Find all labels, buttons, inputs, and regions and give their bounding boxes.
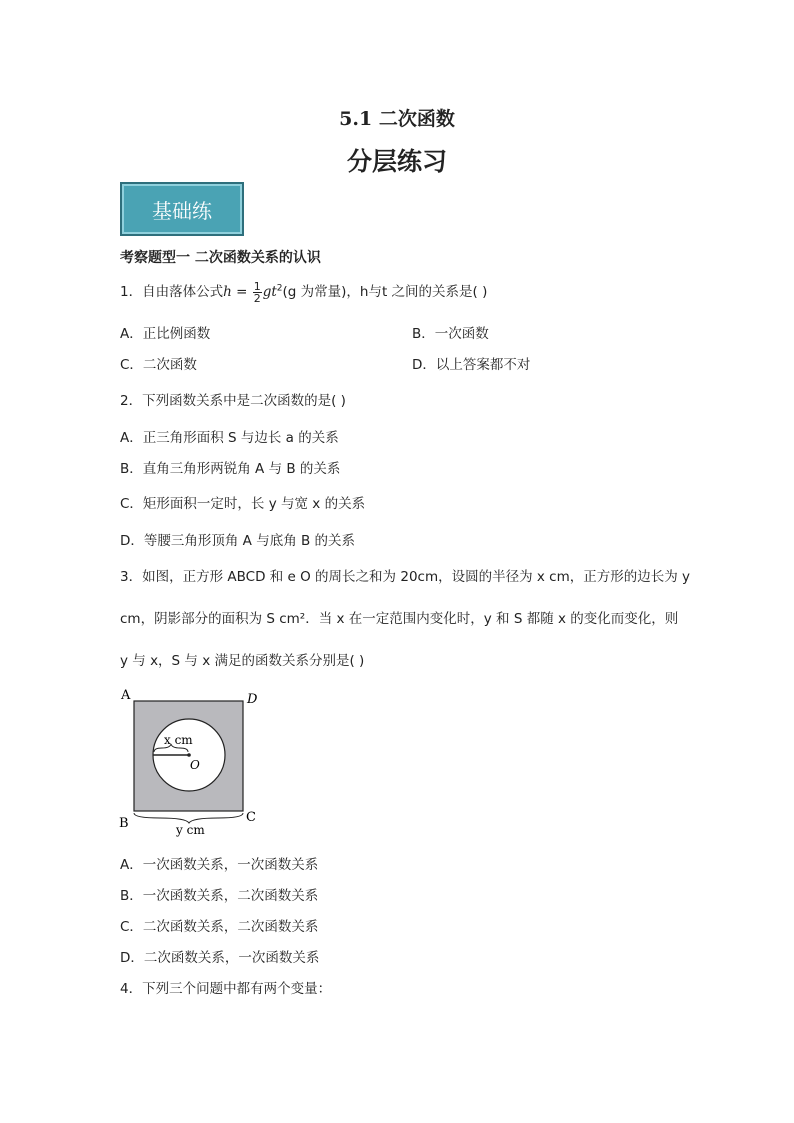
q3-option-b: B．一次函数关系，二次函数关系 xyxy=(120,888,319,904)
label-o: O xyxy=(190,758,200,772)
q1-stem xyxy=(120,280,487,304)
q3-option-c: C．二次函数关系，二次函数关系 xyxy=(120,919,319,935)
q1-pre: 1．自由落体公式 xyxy=(120,284,224,300)
center-dot xyxy=(187,753,191,757)
q3-option-a: A．一次函数关系，一次函数关系 xyxy=(120,857,319,873)
q3-figure xyxy=(112,684,272,840)
page-subtitle: 分层练习 xyxy=(346,147,447,176)
label-a: A xyxy=(121,688,131,703)
page-title: 5.1 二次函数 xyxy=(339,108,455,130)
q3-option-d: D．二次函数关系，一次函数关系 xyxy=(120,950,320,966)
q1-option-c: C．二次函数 xyxy=(120,357,197,373)
q1-fraction-num: 1 xyxy=(253,279,261,293)
q3-line-1: 3．如图，正方形 ABCD 和 e O 的周长之和为 20cm，设圆的半径为 x cm，正方形的边长为 y xyxy=(120,569,691,585)
q2-option-c: C．矩形面积一定时，长 y 与宽 x 的关系 xyxy=(120,496,366,512)
q1-gt: gt xyxy=(262,284,277,300)
q2-option-d: D．等腰三角形顶角 A 与底角 B 的关系 xyxy=(120,533,356,549)
q1-sup: 2 xyxy=(276,283,283,294)
q1-eq: = xyxy=(231,284,252,300)
q2-option-b: B．直角三角形两锐角 A 与 B 的关系 xyxy=(120,461,341,477)
side-brace xyxy=(134,813,243,823)
q1-option-d: D．以上答案都不对 xyxy=(412,357,531,373)
q1-h: h xyxy=(223,284,232,300)
label-d: D xyxy=(247,692,258,707)
q3-line-2: cm，阴影部分的面积为 S cm²．当 x 在一定范围内变化时，y 和 S 都随 x 的变化而变化，则 xyxy=(120,611,679,627)
q1-fraction xyxy=(253,281,262,304)
section-title: 考察题型一 二次函数关系的认识 xyxy=(120,250,321,266)
q2-option-a: A．正三角形面积 S 与边长 a 的关系 xyxy=(120,430,339,446)
q1-fraction-den: 2 xyxy=(253,291,261,305)
label-b: B xyxy=(119,816,129,831)
side-label: y cm xyxy=(176,823,205,837)
radius-label: x cm xyxy=(164,733,193,747)
q1-option-a: A．正比例函数 xyxy=(120,326,211,342)
level-badge: 基础练 xyxy=(120,182,244,236)
q3-line-3: y 与 x，S 与 x 满足的函数关系分别是( ) xyxy=(120,653,365,669)
q4-stem: 4．下列三个问题中都有两个变量： xyxy=(120,981,332,997)
label-c: C xyxy=(246,810,256,825)
q1-option-b: B．一次函数 xyxy=(412,326,489,342)
q2-stem: 2．下列函数关系中是二次函数的是( ) xyxy=(120,393,346,409)
q1-post: (g 为常量)，h与t 之间的关系是( ) xyxy=(282,284,488,300)
